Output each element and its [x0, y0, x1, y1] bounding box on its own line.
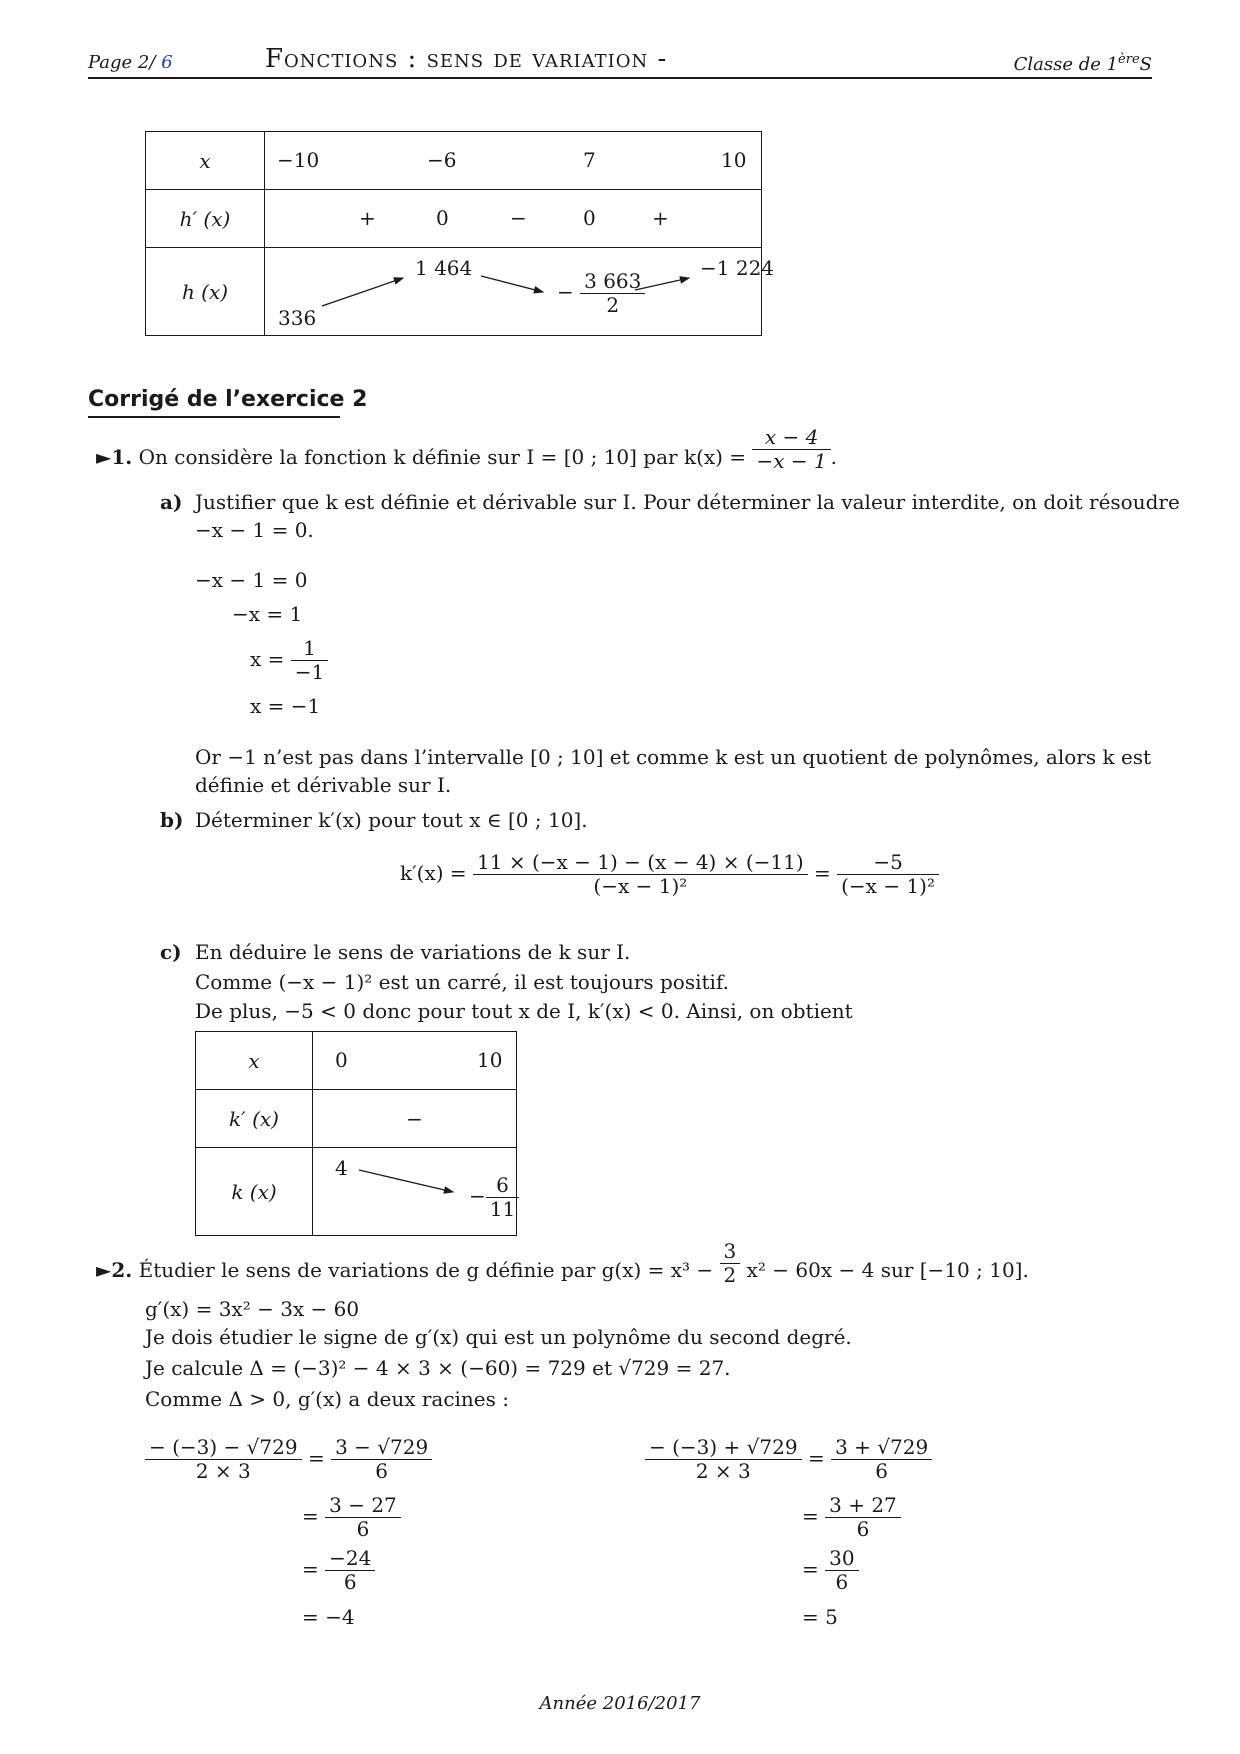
variation-table-k — [195, 1031, 517, 1236]
table-k-sign: − — [313, 1090, 517, 1148]
q1-a-eq3: x = $\frac{1}{-1}$ — [250, 637, 328, 684]
variation-arrows-h — [265, 248, 765, 336]
section-title-underline — [88, 416, 340, 418]
table-h-signs: + 0 − 0 + — [265, 190, 762, 248]
q1-b-formula: k′(x) = $\frac{11 \times (-x - 1) - (x - 4) \times (-11)}{\text{(−x − 1)²}}$ = $\frac{-5}{\text{(−x − 1)²}}$ — [400, 851, 939, 898]
q1-a-label: a) — [160, 490, 183, 514]
q1-c-label: c) — [160, 940, 182, 964]
table-h-deriv-label: h′ (x) — [146, 190, 265, 248]
q1-c-text-2: Comme (−x − 1)² est un carré, il est toujours positif. — [195, 970, 729, 994]
q1-a-eq2: −x = 1 — [232, 602, 303, 626]
root2-step-1: = $\frac{3 + 27}{6}$ — [802, 1494, 901, 1541]
variation-table-h — [145, 131, 775, 336]
table-k-deriv-label: k′ (x) — [196, 1090, 313, 1148]
root2-final: = 5 — [802, 1605, 838, 1629]
table-k-func-label: k (x) — [196, 1148, 313, 1236]
variation-arrow-k — [313, 1148, 517, 1236]
q2-intro: ►2. Étudier le sens de variations de g définie par g(x) = x³ − $\frac{3}{2}$ x² − 60x − 4 sur [−10 ; 10]. — [96, 1239, 1029, 1287]
table-h-x-label: x — [146, 132, 265, 190]
q1-a-conclusion-2: définie et dérivable sur I. — [195, 773, 452, 797]
section-title: Corrigé de l’exercice 2 — [88, 387, 368, 412]
root1-final: = −4 — [302, 1605, 355, 1629]
q2-line-2: Je dois étudier le signe de g′(x) qui est un polynôme du second degré. — [145, 1325, 852, 1349]
q1-a-eq4: x = −1 — [250, 694, 321, 718]
q1-a-text-1: Justifier que k est définie et dérivable sur I. Pour déterminer la valeur interdite, on doit résoudre — [195, 490, 1180, 514]
root2-step-2: = $\frac{30}{6}$ — [802, 1547, 859, 1594]
q2-line-1: g′(x) = 3x² − 3x − 60 — [145, 1297, 360, 1321]
q1-b-label: b) — [160, 808, 184, 832]
root2-step-0: $\frac{- (-3) + √729}{2 \times 3}$ = $\frac{3 + √729}{6}$ — [645, 1436, 932, 1483]
q1-b-text: Déterminer k′(x) pour tout x ∈ [0 ; 10]. — [195, 808, 588, 832]
q1-intro: ►1. On considère la fonction k définie sur I = [0 ; 10] par k(x) = $\frac{x - 4}{-x - 1}$ . — [96, 425, 838, 473]
header-rule — [88, 77, 1152, 79]
page-number: Page 2/ 6 — [88, 52, 173, 73]
q1-a-text-2: −x − 1 = 0. — [195, 518, 314, 542]
header-class: Classe de 1èreS — [1013, 52, 1152, 75]
page-total-link[interactable]: 6 — [161, 52, 173, 73]
footer-year: Année 2016/2017 — [539, 1693, 701, 1714]
root1-step-1: = $\frac{3 - 27}{6}$ — [302, 1494, 401, 1541]
table-h-variations: 336 1 464 − $\frac{3 663}{2}$ −1 224 — [265, 248, 762, 336]
q2-line-3: Je calcule Δ = (−3)² − 4 × 3 × (−60) = 729 et √729 = 27. — [145, 1356, 731, 1380]
q1-c-text-3: De plus, −5 < 0 donc pour tout x de I, k′(x) < 0. Ainsi, on obtient — [195, 999, 853, 1023]
q1-c-text-1: En déduire le sens de variations de k sur I. — [195, 940, 631, 964]
q1-a-conclusion-1: Or −1 n’est pas dans l’intervalle [0 ; 10] et comme k est un quotient de polynômes, alors k est — [195, 745, 1152, 769]
table-h-x-values: −10 −6 7 10 — [265, 132, 762, 190]
q1-a-eq1: −x − 1 = 0 — [195, 568, 308, 592]
root1-step-0: $\frac{- (-3) - √729}{2 \times 3}$ = $\frac{3 - √729}{6}$ — [145, 1436, 432, 1483]
table-k-variations: 4 − $\frac{6}{11}$ — [313, 1148, 517, 1236]
table-k-x-values: 0 10 — [313, 1032, 517, 1090]
table-k-x-label: x — [196, 1032, 313, 1090]
table-h-func-label: h (x) — [146, 248, 265, 336]
header-title: Fonctions : sens de variation - — [265, 44, 668, 74]
q2-line-4: Comme Δ > 0, g′(x) a deux racines : — [145, 1387, 510, 1411]
root1-step-2: = $\frac{-24}{6}$ — [302, 1547, 375, 1594]
